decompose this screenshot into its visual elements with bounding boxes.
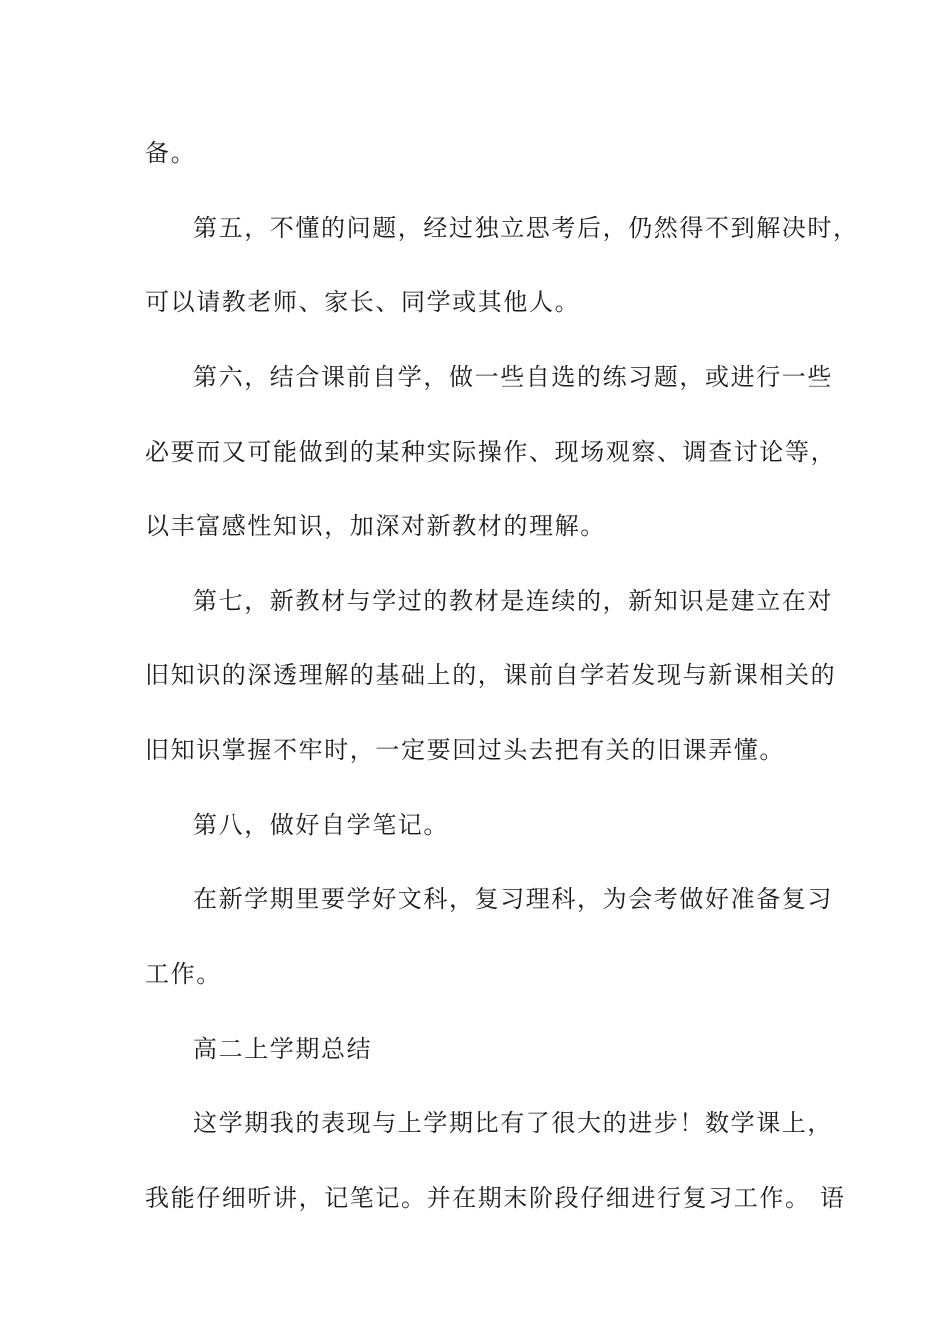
paragraph-7-line-3: 旧知识掌握不牢时，一定要回过头去把有关的旧课弄懂。 <box>145 736 785 764</box>
section-heading: 高二上学期总结 <box>193 1035 373 1063</box>
paragraph-6-line-2: 必要而又可能做到的某种实际操作、现场观察、调查讨论等， <box>145 438 837 466</box>
paragraph-5-line-2: 可以请教老师、家长、同学或其他人。 <box>145 288 581 316</box>
paragraph-7-line-1: 第七，新教材与学过的教材是连续的，新知识是建立在对 <box>193 587 833 615</box>
text-line-1: 备。 <box>145 139 197 167</box>
paragraph-9-line-1: 在新学期里要学好文科，复习理科，为会考做好准备复习 <box>193 885 833 913</box>
paragraph-5-line-1: 第五，不懂的问题，经过独立思考后，仍然得不到解决时， <box>193 214 859 242</box>
paragraph-10-line-1: 这学期我的表现与上学期比有了很大的进步！数学课上， <box>193 1109 833 1137</box>
paragraph-10-line-2: 我能仔细听讲，记笔记。并在期末阶段仔细进行复习工作。 语 <box>145 1184 846 1212</box>
paragraph-6-line-3: 以丰富感性知识，加深对新教材的理解。 <box>145 512 606 540</box>
paragraph-7-line-2: 旧知识的深透理解的基础上的，课前自学若发现与新课相关的 <box>145 661 837 689</box>
paragraph-9-line-2: 工作。 <box>145 960 222 988</box>
paragraph-6-line-1: 第六，结合课前自学，做一些自选的练习题，或进行一些 <box>193 363 833 391</box>
paragraph-8-line-1: 第八，做好自学笔记。 <box>193 811 449 839</box>
